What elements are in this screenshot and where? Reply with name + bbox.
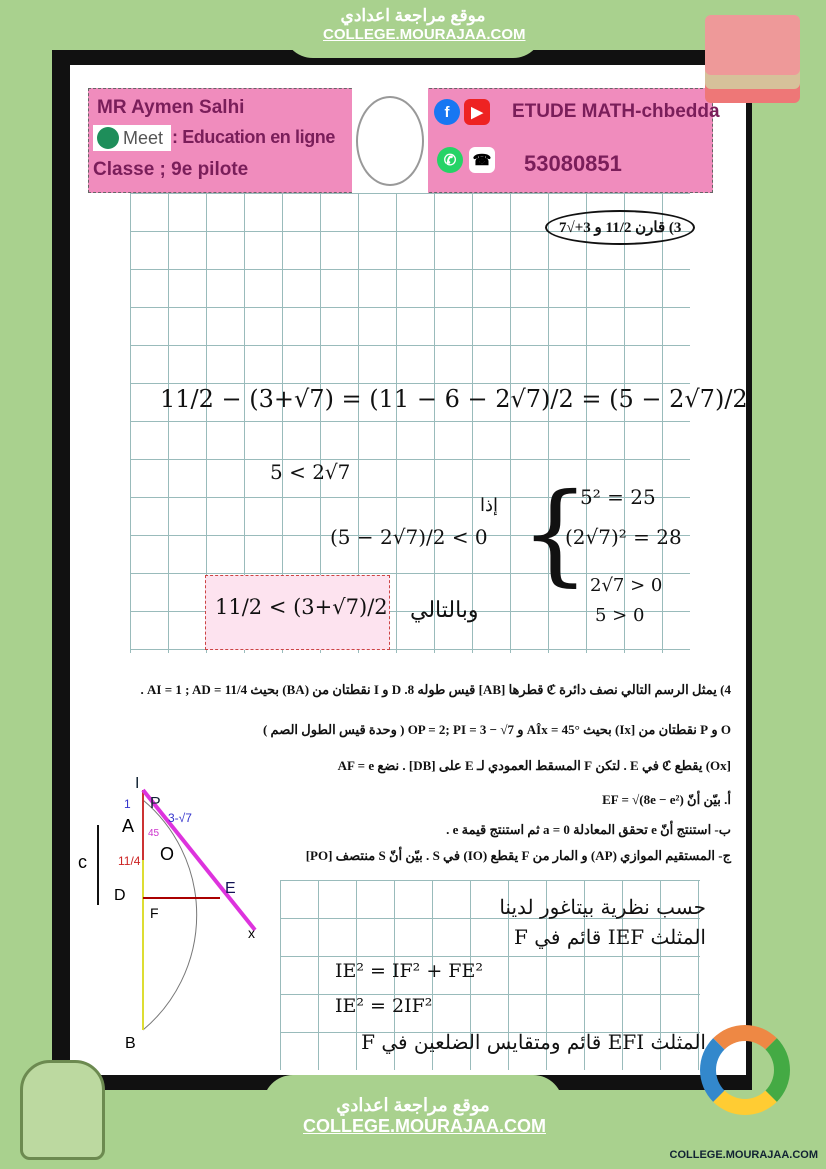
logo-seal [356,96,424,186]
hw-triangle: حسب نظرية بيتاغور لدينا [499,895,706,919]
label-o: O [160,844,175,864]
hw-sys3: 2√7 > 0 [590,575,663,596]
hw-sys1: 5² = 25 [580,485,656,509]
hw-pythagoras: المثلث IEF قائم في F [514,925,706,949]
facebook-icon: f [434,99,460,125]
hw-line3: (5 − 2√7)/2 < 0 [330,525,488,549]
label-i: I [135,775,140,792]
teacher-name: MR Aymen Salhi [97,97,245,118]
label-x: x [248,925,255,941]
ex4-line-2: O و P نقطتان من [Ix) بحيث AÎx = 45° و OP = 2; PI = 3 − √7 ( وحدة قيس الطول الصم ) [262,722,731,737]
class-label: Classe ; 9e pilote [93,159,249,180]
ex4-line-3: [Ox) يقطع ℭ في E . لتكن F المسقط العمودي لـ E على [DB] . نضع AF = e [337,758,731,773]
site-name-footer: موقع مراجعة اعدادي [336,1095,490,1115]
school-logo [352,88,428,193]
books-icon [705,15,800,75]
label-angle: 45 [148,828,160,839]
meet-text: : Education en ligne [172,127,336,147]
phone-icon: ☎ [469,147,495,173]
site-link[interactable]: COLLEGE.MOURAJAA.COM [323,26,526,43]
phone-number: 53080851 [524,151,622,176]
whatsapp-icon: ✆ [437,147,463,173]
ex4-line-1: 4) يمثل الرسم التالي نصف دائرة ℭ قطرها [AB] قيس طوله 8. D و I نقطتان من (BA) بحيث AI = 1 ; AD = 11/4 . [140,682,731,697]
hw-line1: 11/2 − (3+√7) = (11 − 6 − 2√7)/2 = (5 − 2√7)/2 [160,385,748,413]
hw-isosceles: المثلث EFI قائم ومتقايس الضلعين في F [361,1030,706,1054]
hw-conclusion: 11/2 < (3+√7)/2 [215,595,388,619]
label-a: A [122,816,135,836]
label-p: P [150,795,161,812]
hw-sys4: 5 > 0 [595,605,645,626]
youtube-icon: ▶ [464,99,490,125]
meet-badge [93,125,171,151]
site-name: موقع مراجعة اعدادي [340,6,486,25]
label-one: 1 [124,797,131,811]
site-link-footer[interactable]: COLLEGE.MOURAJAA.COM [303,1116,546,1136]
brace: { [520,469,590,597]
ex4-line-5: ب- استنتج أنّ e تحقق المعادلة 0 = a ثم استنتج قيمة e . [446,822,731,837]
site-logo-wheel [700,1025,790,1115]
hw-since: إذا [480,495,499,516]
hw-eq1: IE² = IF² + FE² [335,960,483,982]
label-ad: 11/4 [118,854,141,868]
geometry-figure [70,770,290,1060]
hw-therefore: وبالتالي [410,598,479,623]
label-pi: 3-√7 [168,811,192,825]
label-d: D [114,887,126,904]
top-banner [283,0,543,58]
meet-label: Meet [123,127,164,148]
hw-eq2: IE² = 2IF² [335,995,433,1017]
ex4-line-4: أ. بيّن أنّ EF = √(8e − e²) [602,792,731,807]
bottom-banner [263,1075,563,1169]
label-b: B [125,1035,136,1052]
label-f: F [150,905,159,921]
channel-name: ETUDE MATH-chbedda [512,101,720,122]
google-meet-icon [97,127,119,149]
footer-logo-text: COLLEGE.MOURAJAA.COM [669,1149,818,1161]
exercise3-prompt: 3) قارن 11/2 و 3+√7 [545,210,695,245]
label-c: c [78,852,87,872]
ex4-line-6: ج- المستقيم الموازي (AP) و المار من F يقطع (IO) في S . بيّن أنّ S منتصف [PO] [305,848,731,863]
backpack-icon [20,1060,105,1160]
hw-line2: 5 < 2√7 [270,460,351,484]
hw-sys2: (2√7)² = 28 [565,525,682,549]
label-e: E [225,880,236,897]
